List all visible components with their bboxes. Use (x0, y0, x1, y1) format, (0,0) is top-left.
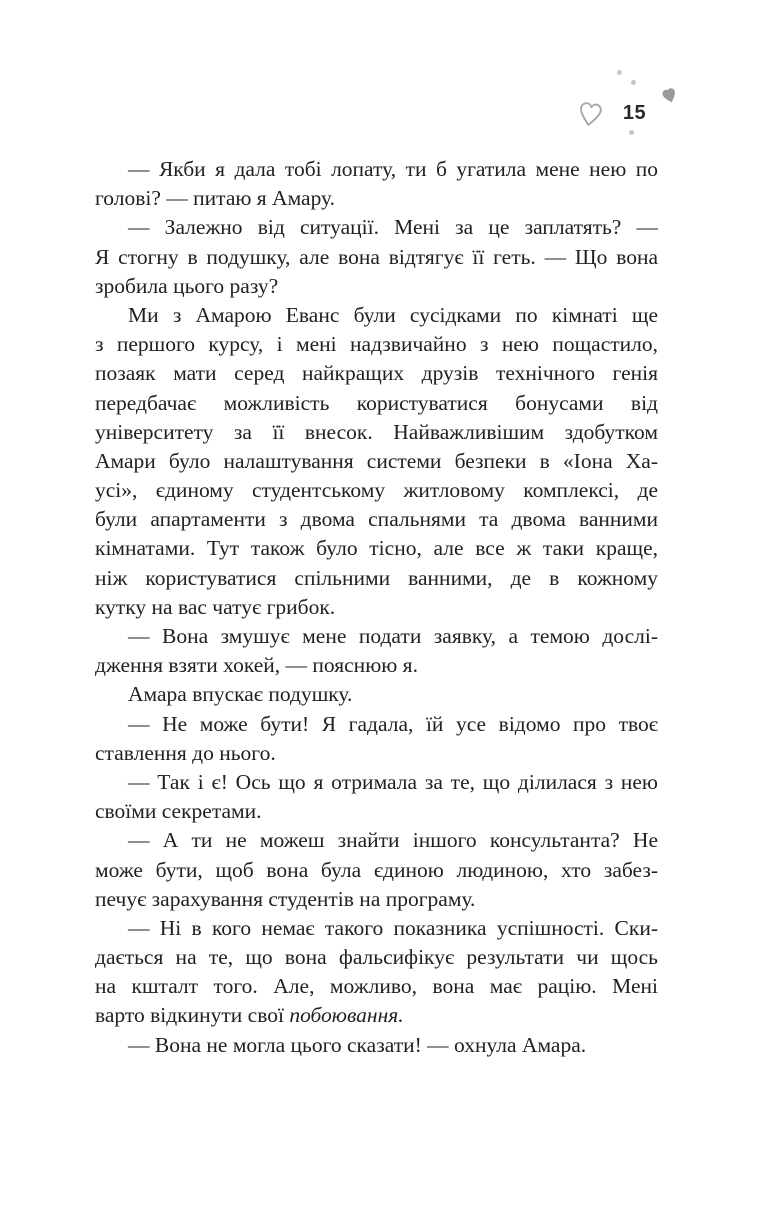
text-line: — Вона змушує мене подати заявку, а темою дослі- (128, 624, 658, 648)
text-line: кутку на вас чатує грибок. (95, 594, 336, 619)
page-number: 15 (622, 102, 647, 124)
paragraph (95, 622, 658, 680)
text-line: Ми з Амарою Еванс були сусідками по кімнаті ще (128, 302, 658, 327)
text-line: — Так і є! Ось що я отримала за те, що ділилася з нею (128, 769, 658, 794)
text-line: кімнатами. Тут також було тісно, але все ж таки краще, (95, 536, 658, 561)
text-line: печує зарахування студентів на програму. (95, 886, 476, 911)
decorative-dot (617, 70, 622, 75)
paragraph (95, 1031, 658, 1060)
text-line: Я стогну в подушку, але вона відтягує її геть. — Що вона (95, 244, 658, 269)
paragraph (95, 914, 658, 1031)
text-line: — А ти не можеш знайти іншого консультанта? Не (128, 828, 658, 853)
text-line: університету за її внесок. Найважливішим здобутком (95, 419, 658, 444)
text-line: може бути, щоб вона була єдиною людиною, хто забез- (95, 857, 658, 882)
text-line: усі», єдиному студентському житловому комплексі, де (95, 478, 658, 503)
paragraph (95, 680, 658, 709)
text-line: Амари було налаштування системи безпеки в «Іона Ха- (95, 448, 658, 473)
paragraph (95, 213, 658, 301)
paragraph (95, 768, 658, 826)
text-line: ставлення до нього. (95, 740, 276, 765)
text-line: — Вона не могла цього сказати! — охнула Амара. (128, 1032, 587, 1057)
text-line: на кшталт того. Але, можливо, вона має рацію. Мені (95, 974, 658, 999)
decorative-dot (631, 80, 636, 85)
text-line: — Якби я дала тобі лопату, ти б угатила мене нею по (128, 157, 658, 181)
text-line: ніж користуватися спільними ванними, де в кожному (95, 565, 658, 590)
text-line: передбачає можливість користуватися бонусами від (95, 390, 658, 415)
text-line: позаяк мати серед найкращих друзів технічного генія (95, 361, 658, 386)
paragraph (95, 301, 658, 622)
text-line: своїми секретами. (95, 799, 262, 824)
italic-text: побоювання. (289, 1003, 404, 1028)
text-segment: варто відкинути свої (95, 1003, 290, 1028)
paragraph (95, 826, 658, 914)
filled-heart-icon (657, 83, 682, 109)
text-line: дження взяти хокей, — пояснюю я. (95, 653, 418, 678)
outline-heart-icon (572, 91, 609, 138)
text-line: зробила цього разу? (95, 273, 279, 298)
text-line: з першого курсу, і мені надзвичайно з нею пощастило, (95, 332, 658, 357)
text-line: дається на те, що вона фальсифікує результати чи щось (95, 945, 658, 970)
text-line (95, 1001, 658, 1030)
page-text (95, 155, 658, 1060)
text-line: — Залежно від ситуації. Мені за це заплатять? — (128, 215, 658, 240)
text-line: — Ні в кого немає такого показника успішності. Ски- (128, 915, 658, 940)
paragraph (95, 155, 658, 213)
page-header (0, 0, 780, 150)
text-line: Амара впускає подушку. (128, 682, 353, 707)
text-line: голові? — питаю я Амару. (95, 186, 336, 211)
decorative-dot (629, 130, 634, 135)
text-line: — Не може бути! Я гадала, їй усе відомо про твоє (128, 711, 658, 736)
text-line: були апартаменти з двома спальнями та двома ванними (95, 507, 658, 532)
paragraph (95, 710, 658, 768)
